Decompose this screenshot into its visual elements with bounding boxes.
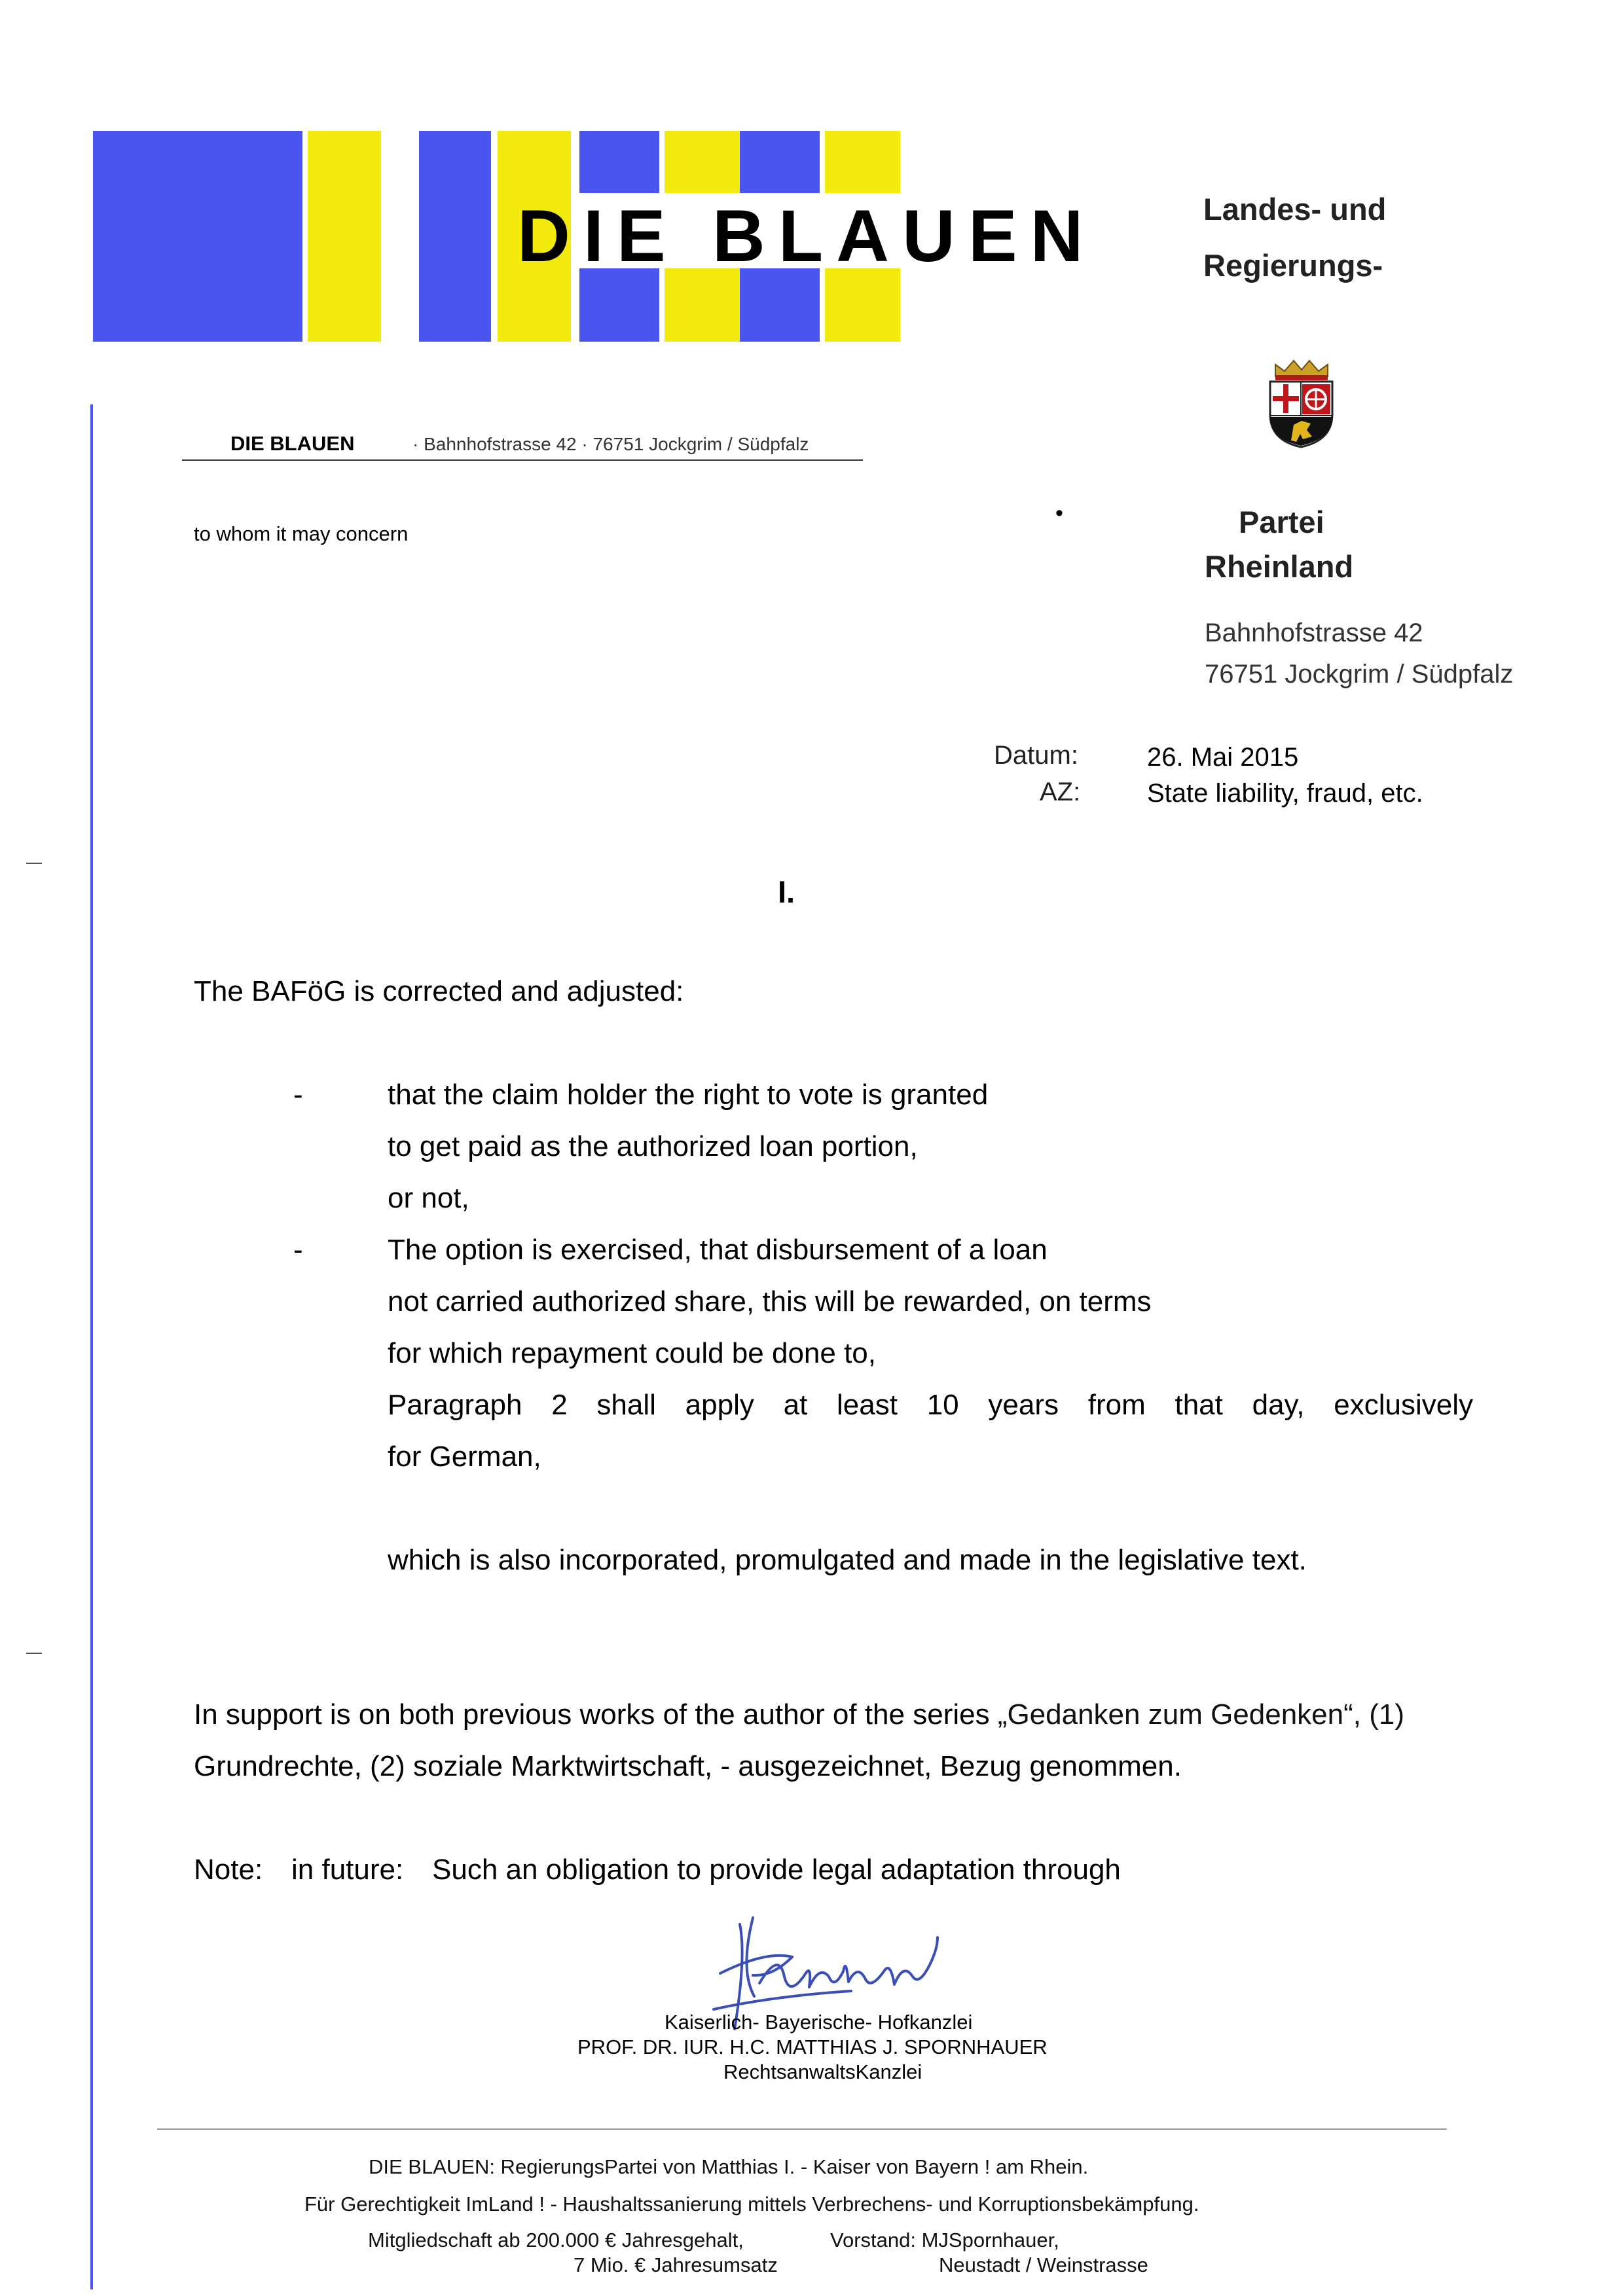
party-street: Bahnhofstrasse 42 bbox=[1205, 619, 1423, 647]
support-text: In support is on both previous works of the author of the series bbox=[194, 1698, 998, 1731]
series-title: „Gedanken zum Gedenken“, (1) bbox=[997, 1698, 1404, 1731]
footer-line3a: Mitgliedschaft ab 200.000 € Jahresgehalt, bbox=[368, 2229, 744, 2251]
party-city: 76751 Jockgrim / Südpfalz bbox=[1205, 660, 1514, 689]
support-line1 bbox=[194, 1698, 1404, 1731]
sender-name: DIE BLAUEN bbox=[230, 432, 355, 455]
note-when: in future: bbox=[291, 1854, 404, 1886]
section-heading: I. bbox=[778, 874, 795, 909]
list-item-dash: - bbox=[293, 1234, 303, 1266]
sender-address: · Bahnhofstrasse 42 · 76751 Jockgrim / Südpfalz bbox=[412, 434, 809, 454]
footer-rule bbox=[157, 2128, 1447, 2130]
note-text: Such an obligation to provide legal adaptation through bbox=[432, 1854, 1121, 1886]
date-value: 26. Mai 2015 bbox=[1147, 743, 1299, 772]
fold-mark bbox=[26, 1653, 42, 1654]
ref-label: AZ: bbox=[1040, 778, 1081, 806]
header-right-line2: Regierungs- bbox=[1203, 248, 1383, 283]
left-margin-rule bbox=[90, 404, 93, 2289]
coat-of-arms-icon bbox=[1264, 357, 1339, 448]
support-line2: Grundrechte, (2) soziale Marktwirtschaft, - ausgezeichnet, Bezug genommen. bbox=[194, 1750, 1182, 1782]
header-right-line1: Landes- und bbox=[1203, 192, 1387, 226]
note-label: Note: bbox=[194, 1854, 263, 1886]
signature-line2: PROF. DR. IUR. H.C. MATTHIAS J. SPORNHAUER bbox=[577, 2036, 1048, 2058]
footer-line3b: Vorstand: MJSpornhauer, bbox=[830, 2229, 1059, 2251]
signature-line3: RechtsanwaltsKanzlei bbox=[723, 2060, 922, 2083]
list-item-line: or not, bbox=[388, 1182, 469, 1214]
list-item-line: The option is exercised, that disbursement of a loan bbox=[388, 1234, 1048, 1266]
logo-text: DIE BLAUEN bbox=[517, 195, 1097, 277]
party-line2: Rheinland bbox=[1205, 549, 1354, 584]
list-item-line: for which repayment could be done to, bbox=[388, 1337, 877, 1369]
party-line1: Partei bbox=[1239, 505, 1324, 539]
footer-line4b: Neustadt / Weinstrasse bbox=[939, 2253, 1148, 2276]
list-item-line: to get paid as the authorized loan portion, bbox=[388, 1130, 918, 1162]
footer-line2: Für Gerechtigkeit ImLand ! - Haushaltssanierung mittels Verbrechens- und Korruptionsbekämpfung. bbox=[304, 2193, 1199, 2215]
fold-mark bbox=[26, 863, 42, 864]
ref-value: State liability, fraud, etc. bbox=[1147, 779, 1423, 808]
intro-line: The BAFöG is corrected and adjusted: bbox=[194, 975, 684, 1007]
signature-line1: Kaiserlich- Bayerische- Hofkanzlei bbox=[665, 2011, 973, 2034]
list-item-line: for German, bbox=[388, 1441, 541, 1473]
footer-line1: DIE BLAUEN: RegierungsPartei von Matthias I. - Kaiser von Bayern ! am Rhein. bbox=[369, 2155, 1089, 2178]
recipient: to whom it may concern bbox=[194, 522, 409, 545]
list-item-line: not carried authorized share, this will be rewarded, on terms bbox=[388, 1285, 1152, 1318]
closing-line: which is also incorporated, promulgated and made in the legislative text. bbox=[388, 1544, 1307, 1576]
list-item-dash: - bbox=[293, 1079, 303, 1111]
date-label: Datum: bbox=[994, 741, 1078, 770]
party-bullet: • bbox=[1055, 501, 1063, 526]
footer-line4a: 7 Mio. € Jahresumsatz bbox=[574, 2253, 778, 2276]
sender-underline bbox=[182, 459, 863, 461]
list-item-line: Paragraph 2 shall apply at least 10 years from that day, exclusively bbox=[388, 1389, 1473, 1421]
list-item-line: that the claim holder the right to vote is granted bbox=[388, 1079, 989, 1111]
